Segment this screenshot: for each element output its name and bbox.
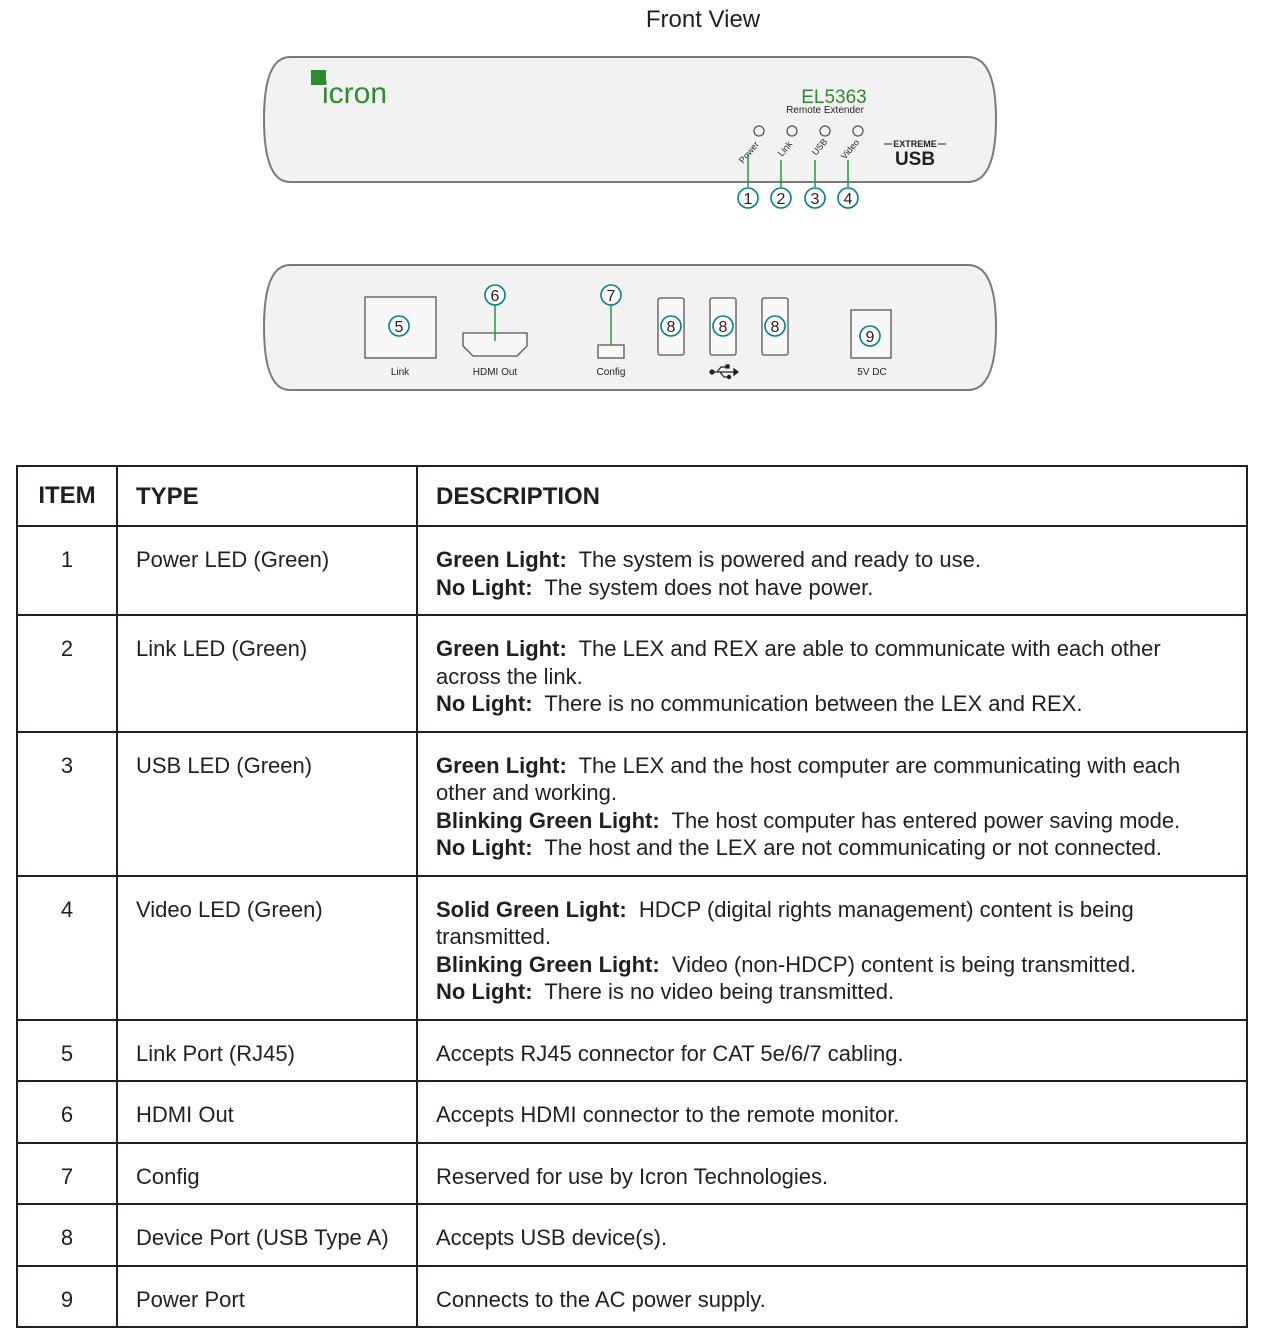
item-cell: 9 — [17, 1266, 117, 1328]
type-cell: HDMI Out — [117, 1081, 417, 1143]
description-text: HDCP (digital rights management) content is being transmitted. — [436, 896, 1134, 949]
led-label-power: Power — [736, 139, 761, 166]
description-label: No Light: — [436, 979, 533, 1004]
description-line — [436, 834, 1228, 862]
table-body — [17, 526, 1247, 1327]
front-callouts — [738, 188, 858, 208]
description-label: Blinking Green Light: — [436, 807, 660, 833]
callout-2: 2 — [776, 191, 786, 208]
description-line — [436, 1224, 1228, 1252]
header-item: ITEM — [17, 466, 117, 526]
type-cell: Device Port (USB Type A) — [117, 1204, 417, 1266]
description-label: No Light: — [436, 835, 533, 860]
item-cell: 4 — [17, 876, 117, 1020]
description-label: Solid Green Light: — [436, 896, 627, 922]
led-label-video: Video — [838, 137, 862, 162]
callout-4: 4 — [843, 191, 853, 208]
item-cell: 1 — [17, 526, 117, 615]
front-panel — [264, 57, 996, 182]
description-line — [436, 574, 1228, 602]
item-cell: 2 — [17, 615, 117, 732]
description-text: Video (non-HDCP) content is being transmitted. — [671, 951, 1137, 977]
config-port-label: Config — [596, 367, 626, 378]
description-line — [436, 1163, 1228, 1191]
description-label: Green Light: — [436, 547, 567, 572]
type-cell: Video LED (Green) — [117, 876, 417, 1020]
extreme-usb-logo-bottom: USB — [894, 149, 936, 170]
callout-7: 7 — [606, 288, 616, 305]
callout-9: 9 — [865, 329, 875, 346]
description-cell — [417, 876, 1247, 1020]
table-row — [17, 876, 1247, 1020]
description-cell — [417, 732, 1247, 876]
icron-logo: icron — [322, 77, 388, 110]
description-line — [436, 951, 1228, 979]
usb-ports — [658, 298, 788, 355]
callout-1: 1 — [743, 191, 753, 208]
description-label: No Light: — [436, 574, 533, 600]
description-text: Connects to the AC power supply. — [436, 1286, 766, 1312]
description-cell — [417, 1081, 1247, 1143]
power-port-label: 5V DC — [857, 367, 887, 378]
description-text: Reserved for use by Icron Technologies. — [436, 1163, 829, 1189]
header-description: DESCRIPTION — [417, 466, 1247, 526]
description-label: Blinking Green Light: — [436, 951, 660, 977]
description-line — [436, 1040, 1228, 1068]
extreme-usb-logo-top: EXTREME — [893, 139, 937, 149]
description-text: The LEX and the host computer are communicating with each other and working. — [436, 752, 1181, 805]
callout-8b: 8 — [718, 319, 728, 336]
table-row — [17, 1020, 1247, 1082]
callout-3: 3 — [810, 191, 820, 208]
item-cell: 8 — [17, 1204, 117, 1266]
callout-8a: 8 — [666, 319, 676, 336]
description-label: No Light: — [436, 691, 533, 716]
description-line — [436, 690, 1228, 718]
description-line — [436, 1101, 1228, 1129]
type-cell: Power LED (Green) — [117, 526, 417, 615]
description-text: The system is powered and ready to use. — [578, 547, 981, 572]
description-text: There is no communication between the LEX and REX. — [544, 691, 1083, 716]
item-cell: 7 — [17, 1143, 117, 1205]
description-label: Green Light: — [436, 752, 567, 778]
model-subtitle: Remote Extender — [786, 105, 864, 116]
type-cell: Link Port (RJ45) — [117, 1020, 417, 1082]
table-row — [17, 1081, 1247, 1143]
type-cell: Config — [117, 1143, 417, 1205]
spec-table — [16, 465, 1248, 1328]
description-cell — [417, 1143, 1247, 1205]
config-port — [598, 345, 624, 358]
description-text: The host and the LEX are not communicating or not connected. — [544, 835, 1162, 860]
type-cell: Link LED (Green) — [117, 615, 417, 732]
table-row — [17, 526, 1247, 615]
description-text: There is no video being transmitted. — [544, 979, 895, 1004]
table-header-row — [17, 466, 1247, 526]
table-row — [17, 1266, 1247, 1328]
description-text: The LEX and REX are able to communicate with each other across the link. — [436, 636, 1161, 689]
led-label-usb: USB — [809, 136, 830, 158]
type-cell: USB LED (Green) — [117, 732, 417, 876]
header-type: TYPE — [117, 466, 417, 526]
callout-6: 6 — [490, 288, 500, 305]
description-line — [436, 978, 1228, 1006]
led-label-link: Link — [775, 139, 795, 159]
link-port-label: Link — [390, 367, 410, 378]
description-cell — [417, 1020, 1247, 1082]
description-cell — [417, 1266, 1247, 1328]
description-label: Green Light: — [436, 636, 567, 661]
description-text: The host computer has entered power saving mode. — [671, 807, 1181, 833]
hdmi-port-label: HDMI Out — [472, 367, 518, 378]
description-line — [436, 1286, 1228, 1314]
table-row — [17, 732, 1247, 876]
device-diagram — [0, 0, 1280, 410]
description-line — [436, 635, 1228, 690]
table-row — [17, 1204, 1247, 1266]
description-line — [436, 752, 1228, 807]
model-name: EL5363 — [801, 87, 867, 108]
type-cell: Power Port — [117, 1266, 417, 1328]
description-line — [436, 807, 1228, 835]
item-cell: 5 — [17, 1020, 117, 1082]
front-view-title: Front View — [645, 6, 761, 33]
item-cell: 6 — [17, 1081, 117, 1143]
item-cell: 3 — [17, 732, 117, 876]
description-cell — [417, 1204, 1247, 1266]
description-text: Accepts RJ45 connector for CAT 5e/6/7 cabling. — [436, 1040, 904, 1066]
callout-8c: 8 — [770, 319, 780, 336]
description-cell — [417, 526, 1247, 615]
description-text: The system does not have power. — [544, 574, 874, 600]
description-text: Accepts USB device(s). — [436, 1225, 668, 1250]
description-line — [436, 896, 1228, 951]
table-row — [17, 615, 1247, 732]
callout-5: 5 — [394, 319, 404, 336]
description-line — [436, 546, 1228, 574]
description-text: Accepts HDMI connector to the remote monitor. — [436, 1102, 900, 1127]
table-row — [17, 1143, 1247, 1205]
description-cell — [417, 615, 1247, 732]
